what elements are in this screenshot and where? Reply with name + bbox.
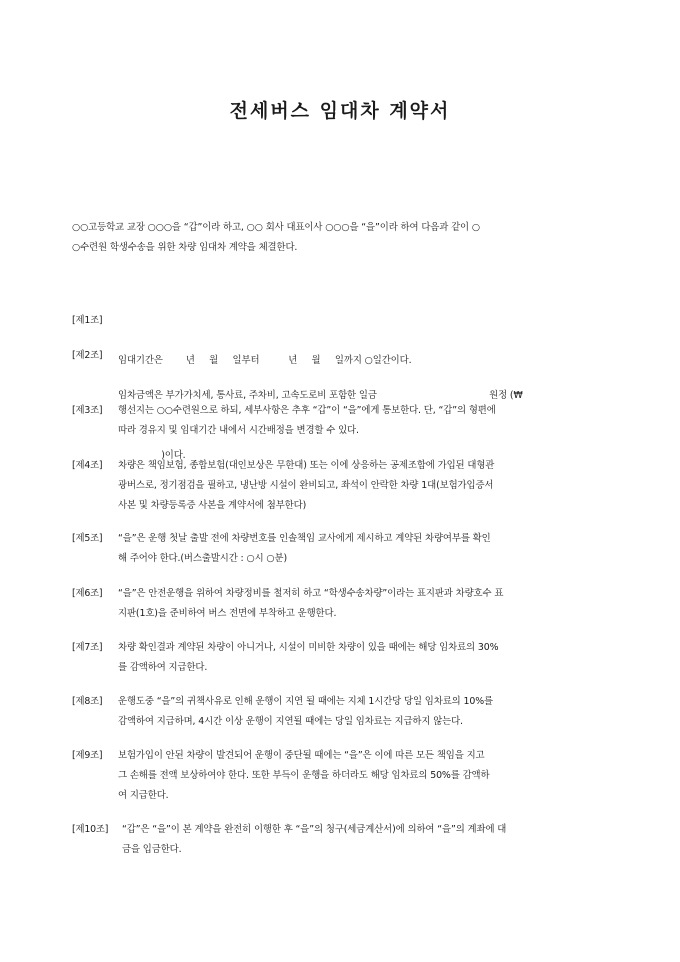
article-line: 광버스로, 정기점검을 필하고, 냉난방 시설이 완비되고, 좌석이 안락한 차량 1대(보험가입증서 — [118, 480, 494, 491]
intro-line: ○○고등학교 교장 ○○○을 “갑”이라 하고, ○○ 회사 대표이사 ○○○을 “을”이라 하여 다음과 같이 ○ — [72, 222, 480, 233]
article-number: [제1조] — [72, 315, 103, 326]
article-line: 해 주어야 한다.(버스출발시간 : ○시 ○분) — [118, 553, 288, 564]
article-text — [118, 584, 624, 624]
article-number: [제3조] — [72, 405, 103, 416]
article-line: 운행도중 “을”의 귀책사유로 인해 운행이 지연 될 때에는 지체 1시간당 당일 임차료의 10%를 — [118, 696, 493, 707]
article-line: 차량 확인결과 계약된 차량이 아니거나, 시설이 미비한 차량이 있을 때에는 해당 임차료의 30% — [118, 642, 499, 653]
article-line: “갑”은 “을”이 본 계약을 완전히 이행한 후 “을”의 청구(세금계산서)에 의하여 “을”의 계좌에 대 — [122, 824, 507, 835]
article-4 — [72, 456, 624, 516]
document-title: 전세버스 임대차 계약서 — [229, 100, 451, 122]
intro-paragraph — [72, 218, 624, 258]
article-line: 따라 경유지 및 임대기간 내에서 시간배정을 변경할 수 있다. — [118, 425, 359, 436]
article-text — [122, 820, 624, 860]
article-text — [118, 638, 624, 678]
article-text — [118, 746, 624, 806]
article-6 — [72, 584, 624, 624]
article-number: [제4조] — [72, 460, 103, 471]
article-line: 보험가입이 안된 차량이 발견되어 운행이 중단될 때에는 “을”은 이에 따른 모든 책임을 지고 — [118, 750, 485, 761]
article-line: )이다. — [118, 450, 186, 461]
article-number: [제6조] — [72, 588, 103, 599]
article-7 — [72, 638, 624, 678]
article-5 — [72, 529, 624, 569]
article-line: 여 지급한다. — [118, 790, 169, 801]
article-text — [118, 529, 624, 569]
article-number: [제9조] — [72, 750, 103, 761]
article-line: 임차금액은 부가가치세, 통사료, 주차비, 고속도로비 포함한 일금 원정 (₩ — [118, 390, 523, 401]
article-line: 지판(1호)을 준비하여 버스 전면에 부착하고 운행한다. — [118, 608, 337, 619]
article-10 — [72, 820, 624, 860]
article-3 — [72, 401, 624, 441]
article-line: 임대기간은 년 월 일부터 년 월 일까지 ○일간이다. — [118, 355, 412, 366]
article-line: “을”은 안전운행을 위하여 차량정비를 철저히 하고 “학생수송차량”이라는 표지판과 차량호수 표 — [118, 588, 504, 599]
article-9 — [72, 746, 624, 806]
article-line: 그 손해를 전액 보상하여야 한다. 또한 부득이 운행을 하더라도 해당 임차료의 50%를 감액하 — [118, 770, 490, 781]
article-line: “을”은 운행 첫날 출발 전에 차량번호를 인솔책임 교사에게 제시하고 계약된 차량여부를 확인 — [118, 533, 491, 544]
article-8 — [72, 692, 624, 732]
article-line: 를 감액하여 지급한다. — [118, 662, 208, 673]
article-number: [제8조] — [72, 696, 103, 707]
article-number: [제7조] — [72, 642, 103, 653]
article-text — [118, 692, 624, 732]
article-line: 차량은 책임보험, 종합보험(대인보상은 무한대) 또는 이에 상응하는 공제조합에 가입된 대형관 — [118, 460, 495, 471]
article-line: 사본 및 차량등록증 사본을 계약서에 첨부한다) — [118, 500, 307, 511]
intro-line: ○수련원 학생수송을 위한 차량 임대차 계약을 체결한다. — [72, 242, 298, 253]
article-line: 감액하여 지급하며, 4시간 이상 운행이 지연될 때에는 당일 임차료는 지급하지 않는다. — [118, 716, 463, 727]
article-number: [제5조] — [72, 533, 103, 544]
article-line: 금을 입금한다. — [122, 844, 182, 855]
article-number: [제2조] — [72, 350, 103, 361]
article-number: [제10조] — [72, 824, 109, 835]
article-text — [118, 401, 624, 441]
article-text — [118, 456, 624, 516]
article-line: 행선지는 ○○수련원으로 하되, 세부사항은 추후 “갑”이 “을”에게 통보한다. 단, “갑”의 형편에 — [118, 405, 496, 416]
